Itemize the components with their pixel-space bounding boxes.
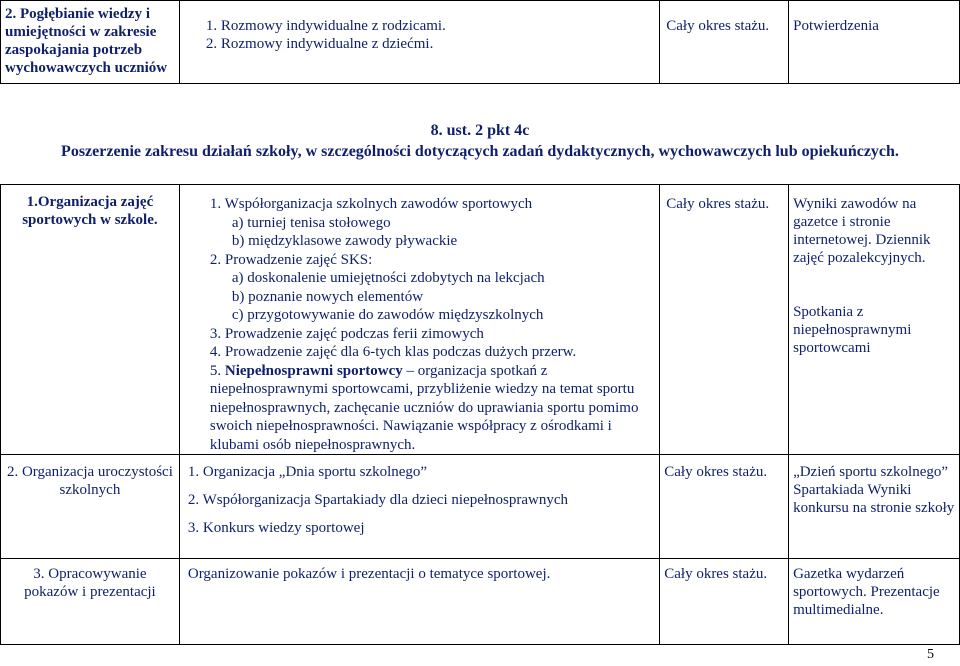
task-cell [179, 1, 659, 84]
time-cell [660, 455, 789, 559]
area-cell [1, 559, 180, 645]
proof-cell [789, 185, 960, 455]
proof-cell [789, 1, 960, 84]
area-cell [1, 1, 180, 84]
section-title: 8. ust. 2 pkt 4c [430, 122, 530, 139]
proof-cell [789, 455, 960, 559]
table-row [1, 559, 960, 645]
proof-text: Spotkania z niepełnosprawnymi sportowcami [793, 304, 912, 356]
task-item: 1. Organizacja „Dnia sportu szkolnego” [187, 464, 428, 480]
area-label: 2. Organizacja uroczystości szkolnych [6, 464, 173, 498]
task-subitem: b) poznanie nowych elementów [231, 288, 424, 305]
time-label: Cały okres stażu. [666, 18, 770, 34]
area-cell [1, 455, 180, 559]
task-emphasis: Niepełnosprawni sportowcy [224, 362, 403, 379]
proof-text: Wyniki zawodów na gazetce i stronie internetowej. Dziennik zajęć pozalekcyjnych. [793, 196, 931, 266]
task-item: 2. Rozmowy indywidualne z dziećmi. [205, 36, 434, 52]
area-label: 1.Organizacja zajęć sportowych w szkole. [22, 194, 158, 228]
top-table [0, 0, 960, 84]
section-heading [0, 120, 960, 162]
task-text: – organizacja spotkań z niepełnosprawnymi sportowcami, przybliżenie wiedzy na temat sportu niepełnosprawnych, zachęcanie uczniów do uprawiania sportu pomimo swoich niepełnosprawności. Nawiązanie współpracy z ośrodkami i klubami osób niepełnosprawnych. [209, 362, 639, 453]
task-item: 2. Prowadzenie zajęć SKS: [209, 251, 373, 268]
page-number: 5 [927, 647, 934, 662]
time-cell [660, 1, 789, 84]
time-cell [660, 185, 789, 455]
time-label: Cały okres stażu. [664, 566, 768, 582]
task-item: 4. Prowadzenie zajęć dla 6-tych klas podczas dużych przerw. [209, 344, 577, 360]
task-item: Organizowanie pokazów i prezentacji o tematyce sportowej. [187, 566, 551, 582]
task-cell [179, 185, 659, 455]
task-subitem: c) przygotowywanie do zawodów międzyszkolnych [231, 307, 544, 323]
time-label: Cały okres stażu. [664, 464, 768, 480]
area-label: 3. Opracowywanie pokazów i prezentacji [24, 566, 156, 600]
table-row [1, 455, 960, 559]
time-cell [660, 559, 789, 645]
table-row [1, 185, 960, 455]
proof-text: Gazetka wydarzeń sportowych. Prezentacje multimedialne. [793, 566, 940, 618]
task-subitem: a) doskonalenie umiejętności zdobytych na lekcjach [231, 270, 545, 286]
area-cell [1, 185, 180, 455]
proof-label: Potwierdzenia [793, 18, 879, 34]
task-subitem: a) turniej tenisa stołowego [231, 214, 391, 231]
task-item: 3. Konkurs wiedzy sportowej [187, 520, 365, 536]
task-cell [179, 559, 659, 645]
section-subtitle: Poszerzenie zakresu działań szkoły, w szczególności dotyczących zadań dydaktycznych, wychowawczych lub opiekuńczych. [61, 143, 899, 160]
time-label: Cały okres stażu. [666, 196, 770, 212]
main-table [0, 184, 960, 645]
proof-cell [789, 559, 960, 645]
task-item: 1. Współorganizacja szkolnych zawodów sportowych [209, 196, 533, 212]
task-item: 2. Współorganizacja Spartakiady dla dzieci niepełnosprawnych [187, 492, 569, 508]
task-cell [179, 455, 659, 559]
task-item [210, 362, 655, 455]
task-item: 1. Rozmowy indywidualne z rodzicami. [205, 18, 446, 34]
proof-text: „Dzień sportu szkolnego” Spartakiada Wyniki konkursu na stronie szkoły [793, 464, 955, 516]
area-label: 2. Pogłębianie wiedzy i umiejętności w zakresie zaspokajania potrzeb wychowawczych uczniów [5, 6, 168, 76]
task-number: 5. [209, 362, 225, 379]
task-item: 3. Prowadzenie zajęć podczas ferii zimowych [209, 325, 484, 342]
task-subitem: b) międzyklasowe zawody pływackie [231, 233, 458, 249]
